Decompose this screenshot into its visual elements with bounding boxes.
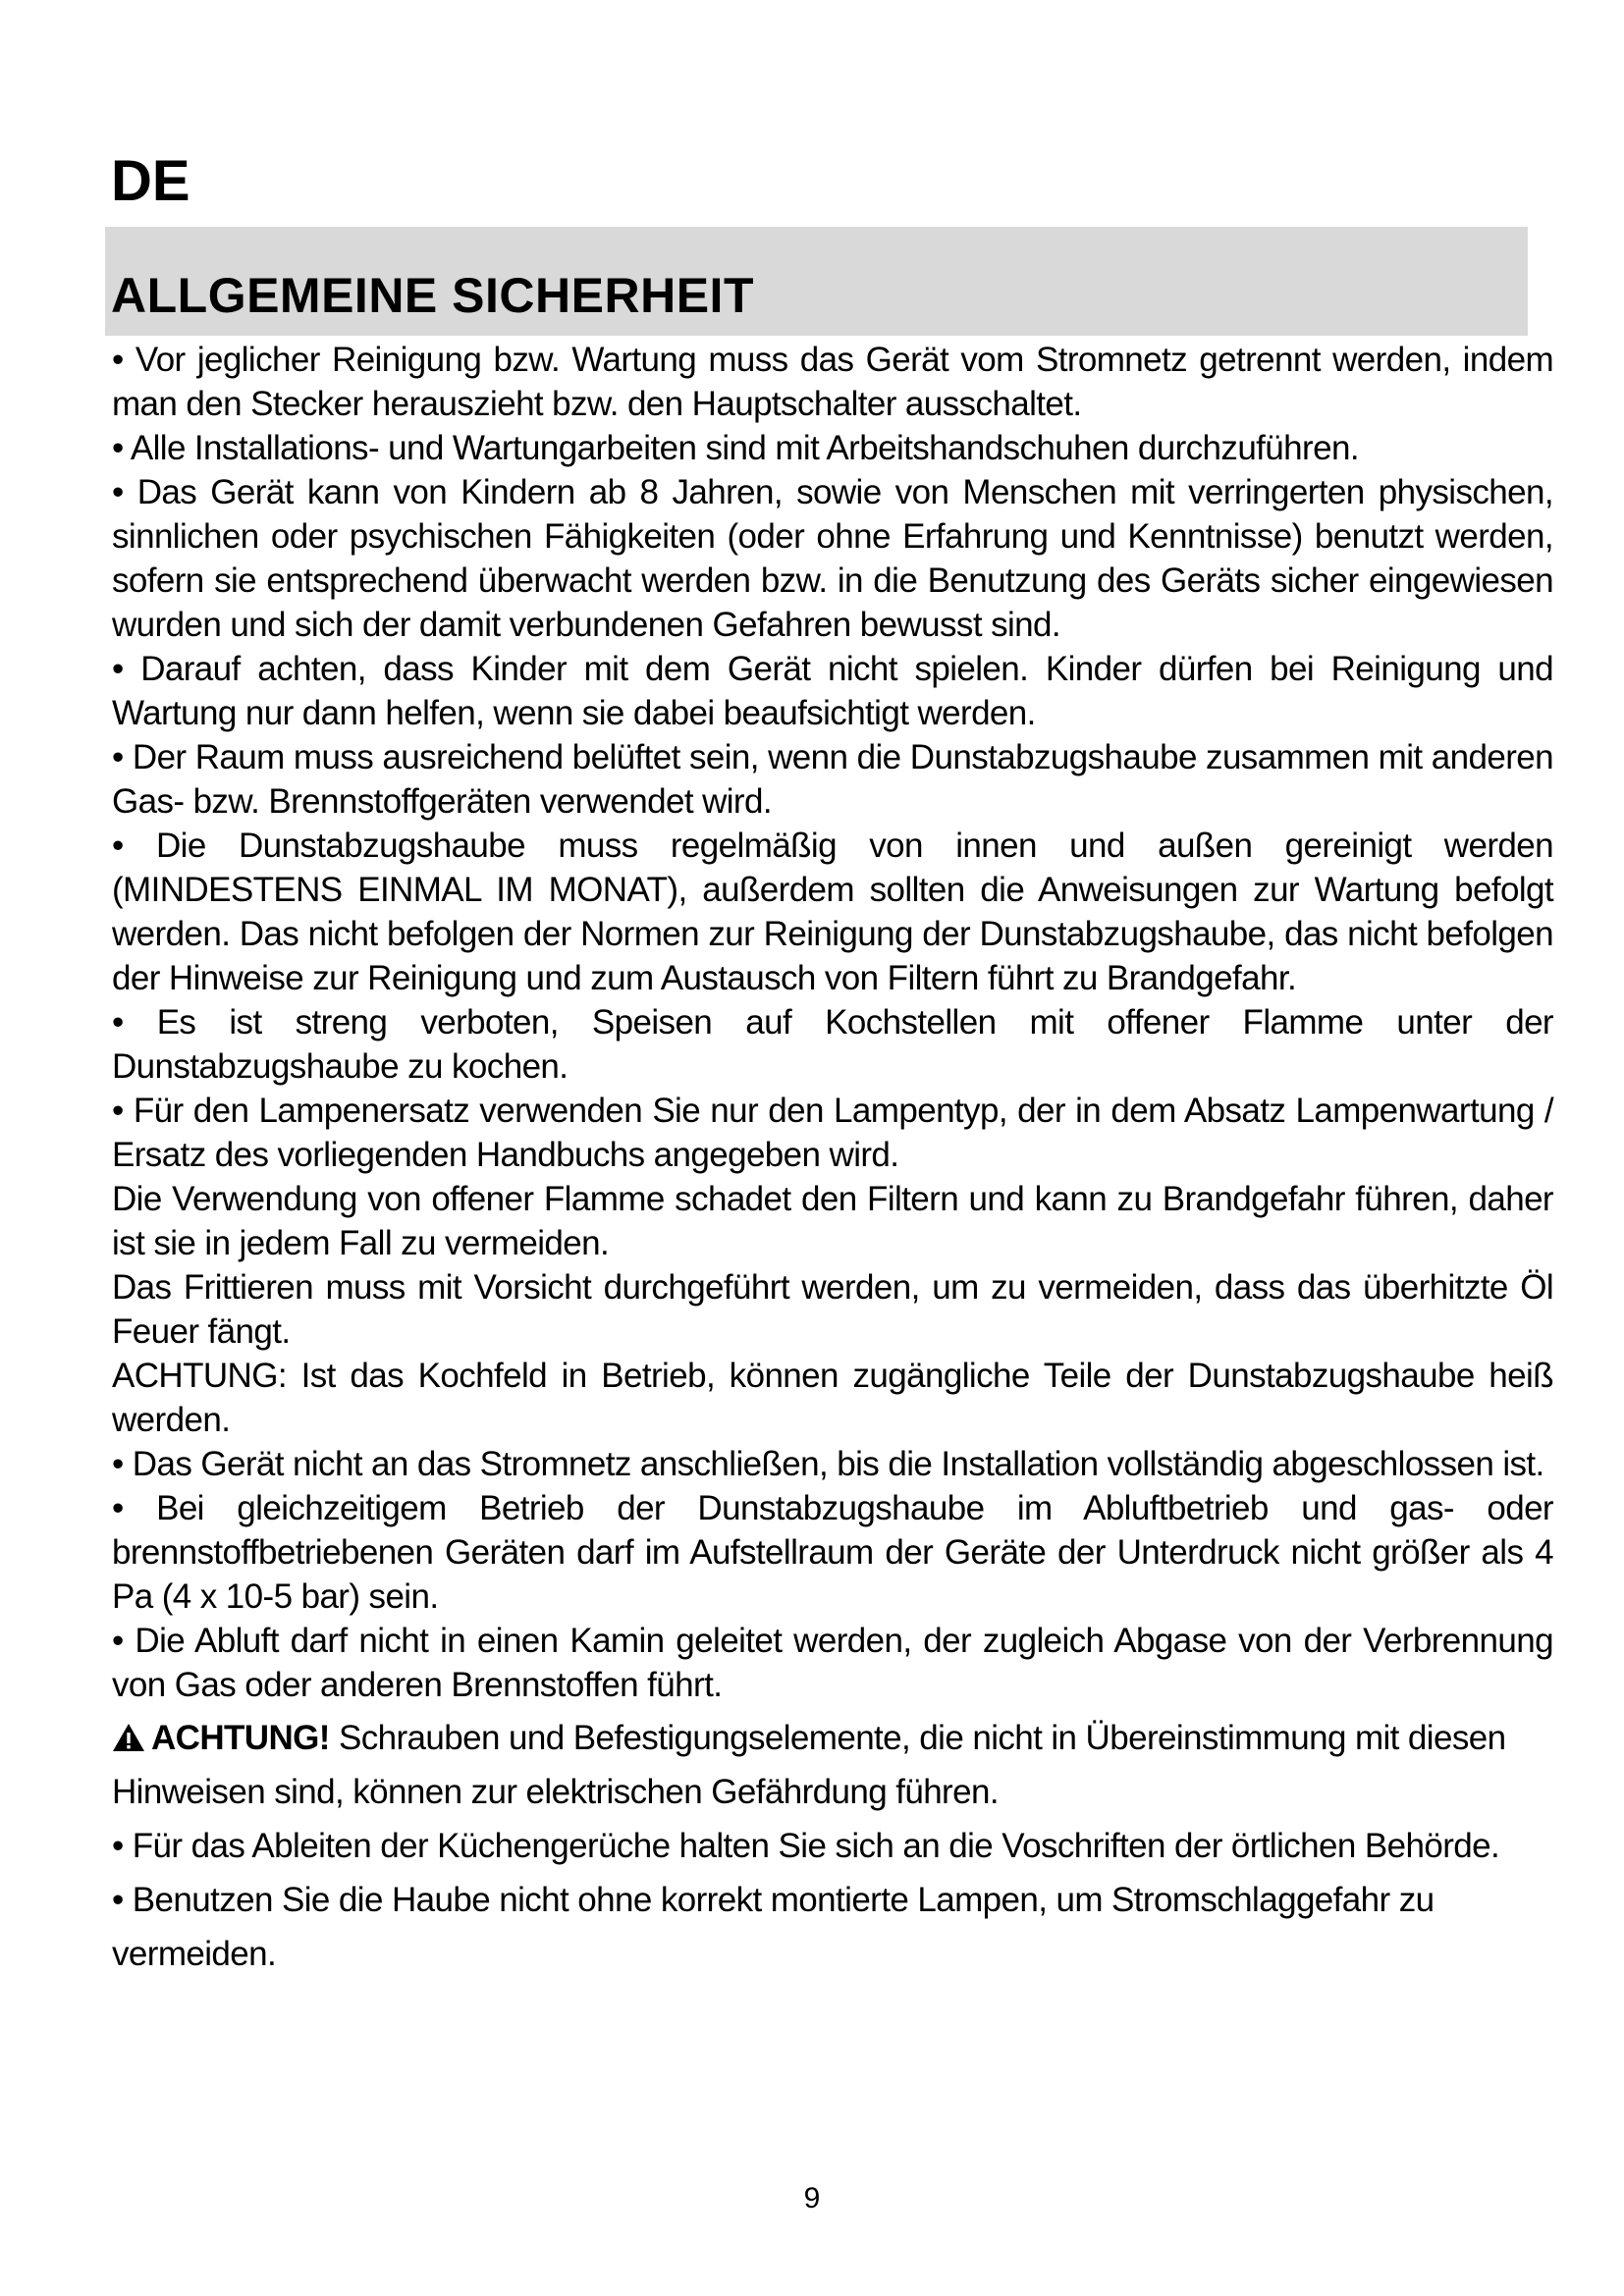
safety-paragraph-gloves: • Alle Installations- und Wartungarbeiten sind mit Arbeitshandschuhen durchzuführen.: [112, 429, 1359, 467]
section-title: ALLGEMEINE SICHERHEIT: [111, 268, 754, 323]
safety-paragraph-negative-pressure: • Bei gleichzeitigem Betrieb der Dunstabzugshaube im Abluftbetrieb und gas- oder brennstoffbetriebenen Geräten darf im Aufstellraum der Geräte der Unterdruck nicht größer als 4 Pa (4 x 10-5 bar) sein.: [112, 1489, 1553, 1616]
safety-paragraph-odour-regulations: • Für das Ableiten der Küchengerüche halten Sie sich an die Voschriften der örtlichen Behörde.: [112, 1827, 1500, 1865]
warning-note: [112, 1711, 1553, 1819]
safety-paragraph-children-ability: • Das Gerät kann von Kindern ab 8 Jahren, sowie von Menschen mit verringerten physischen, sinnlichen oder psychischen Fähigkeiten (oder ohne Erfahrung und Kenntnisse) benutzt werden, sofern sie entsprechend überwacht werden bzw. in die Benutzung des Geräts sicher eingewiesen wurden und sich der damit verbundenen Gefahren bewusst sind.: [112, 473, 1553, 644]
page-number: 9: [803, 2182, 821, 2215]
warning-label: ACHTUNG!: [151, 1719, 330, 1757]
safety-paragraph-children-play: • Darauf achten, dass Kinder mit dem Gerät nicht spielen. Kinder dürfen bei Reinigung und Wartung nur dann helfen, wenn sie dabei beaufsichtigt werden.: [112, 650, 1553, 732]
safety-paragraph-hot-parts: ACHTUNG: Ist das Kochfeld in Betrieb, können zugängliche Teile der Dunstabzugshaube heiß werden.: [112, 1357, 1553, 1439]
safety-paragraph-cleaning: • Die Dunstabzugshaube muss regelmäßig von innen und außen gereinigt werden (MINDESTENS EINMAL IM MONAT), außerdem sollten die Anweisungen zur Wartung befolgt werden. Das nicht befolgen der Normen zur Reinigung der Dunstabzugshaube, das nicht befolgen der Hinweise zur Reinigung und zum Austausch von Filtern führt zu Brandgefahr.: [112, 827, 1553, 997]
safety-instructions: [112, 338, 1553, 1981]
safety-paragraph-open-flame-cooking: • Es ist streng verboten, Speisen auf Kochstellen mit offener Flamme unter der Dunstabzugshaube zu kochen.: [112, 1003, 1553, 1086]
safety-paragraph-exhaust-chimney: • Die Abluft darf nicht in einen Kamin geleitet werden, der zugleich Abgase von der Verbrennung von Gas oder anderen Brennstoffen führt.: [112, 1622, 1553, 1704]
safety-paragraph-connect-after-install: • Das Gerät nicht an das Stromnetz anschließen, bis die Installation vollständig abgeschlossen ist.: [112, 1445, 1544, 1483]
safety-paragraph-frying: Das Frittieren muss mit Vorsicht durchgeführt werden, um zu vermeiden, dass das überhitzte Öl Feuer fängt.: [112, 1268, 1553, 1351]
safety-paragraph-open-flame-filters: Die Verwendung von offener Flamme schadet den Filtern und kann zu Brandgefahr führen, daher ist sie in jedem Fall zu vermeiden.: [112, 1180, 1553, 1262]
warning-triangle-icon: [112, 1723, 145, 1752]
safety-paragraph-lamp-replacement: • Für den Lampenersatz verwenden Sie nur den Lampentyp, der in dem Absatz Lampenwartung / Ersatz des vorliegenden Handbuchs angegeben wird.: [112, 1092, 1553, 1174]
safety-paragraph-disconnect: • Vor jeglicher Reinigung bzw. Wartung muss das Gerät vom Stromnetz getrennt werden, indem man den Stecker herauszieht bzw. den Hauptschalter ausschaltet.: [112, 341, 1553, 423]
safety-paragraph-ventilation: • Der Raum muss ausreichend belüftet sein, wenn die Dunstabzugshaube zusammen mit anderen Gas- bzw. Brennstoffgeräten verwendet wird.: [112, 738, 1553, 821]
warning-text: Schrauben und Befestigungselemente, die nicht in Übereinstimmung mit diesen Hinweisen sind, können zur elektrischen Gefährdung führen.: [112, 1719, 1506, 1811]
safety-paragraph-lamps-mounted: • Benutzen Sie die Haube nicht ohne korrekt montierte Lampen, um Stromschlaggefahr zu vermeiden.: [112, 1881, 1435, 1973]
language-code: DE: [111, 149, 190, 213]
